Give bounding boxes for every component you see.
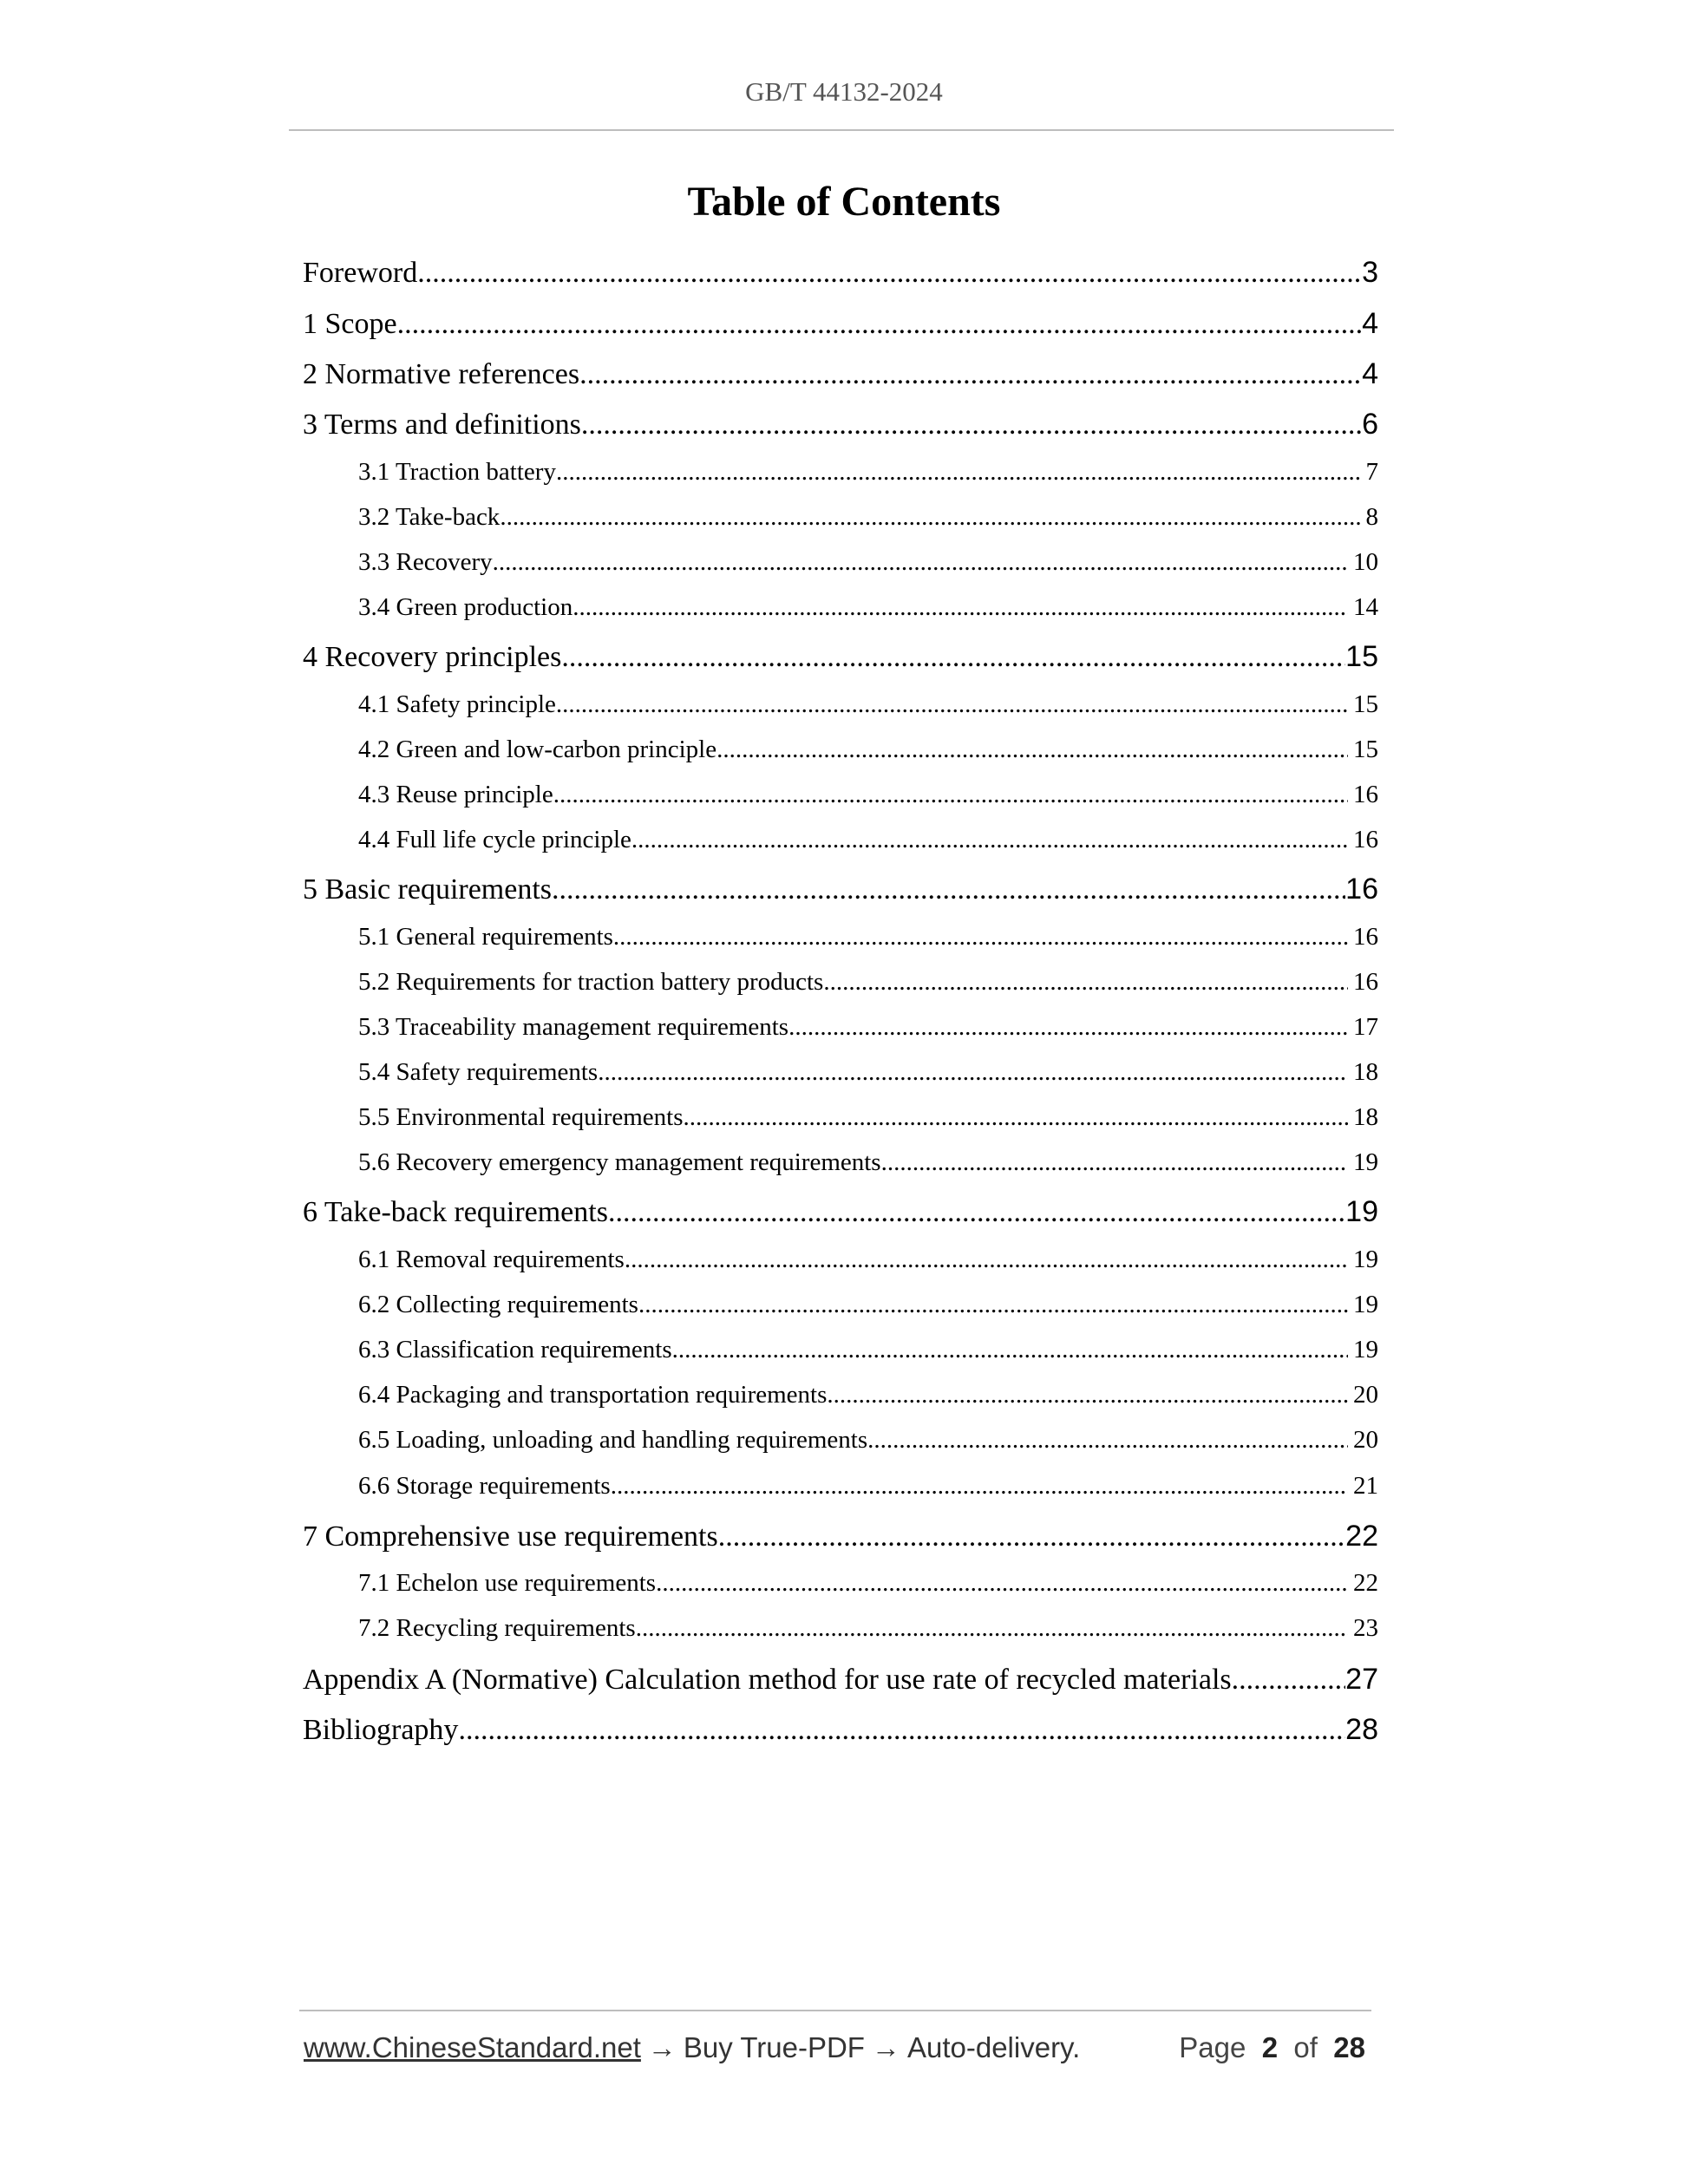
page-title: Table of Contents — [687, 179, 1001, 225]
toc-entry-label: 6.6 Storage requirements — [358, 1472, 611, 1500]
dot-leader — [493, 548, 1348, 577]
page-word: Page — [1179, 2031, 1246, 2063]
toc-entry-page: 6 — [1362, 408, 1378, 441]
dot-leader — [625, 1246, 1348, 1274]
toc-entry-page: 4 — [1362, 357, 1378, 390]
toc-entry-3-2[interactable] — [358, 503, 1378, 532]
toc-entry-page: 28 — [1345, 1713, 1378, 1746]
dot-leader — [613, 923, 1348, 951]
toc-entry-label: 4.3 Reuse principle — [358, 781, 553, 808]
dot-leader — [611, 1472, 1348, 1501]
buy-pdf-text: Buy True-PDF — [683, 2031, 865, 2063]
toc-entry-take-back-requirements[interactable] — [303, 1195, 1378, 1229]
toc-entry-3-1[interactable] — [358, 458, 1378, 487]
toc-entry-label: 5.4 Safety requirements — [358, 1058, 599, 1086]
toc-entry-page: 4 — [1362, 307, 1378, 340]
toc-entry-label: 7.2 Recycling requirements — [358, 1614, 636, 1642]
header-divider — [289, 129, 1394, 131]
toc-entry-label: 5.3 Traceability management requirements — [358, 1013, 789, 1041]
footer-promo — [304, 2031, 1080, 2064]
arrow-right-icon: → — [871, 2031, 900, 2063]
toc-entry-label: 5.2 Requirements for traction battery products — [358, 968, 824, 996]
toc-entry-page: 16 — [1345, 873, 1378, 906]
toc-entry-page: 16 — [1353, 826, 1378, 853]
toc-entry-comprehensive-use[interactable] — [303, 1520, 1378, 1553]
toc-entry-label: 5.5 Environmental requirements — [358, 1103, 684, 1131]
total-pages: 28 — [1333, 2031, 1365, 2063]
toc-entry-label: 6 Take-back requirements — [303, 1196, 608, 1228]
dot-leader — [553, 781, 1348, 809]
toc-entry-page: 18 — [1353, 1058, 1378, 1086]
toc-entry-label: 6.1 Removal requirements — [358, 1246, 625, 1273]
toc-entry-label: 3.1 Traction battery — [358, 458, 556, 486]
toc-entry-page: 14 — [1353, 593, 1378, 621]
toc-entry-page: 10 — [1353, 548, 1378, 576]
toc-entry-page: 16 — [1353, 968, 1378, 996]
toc-entry-label: 6.3 Classification requirements — [358, 1336, 672, 1363]
toc-entry-label: 6.4 Packaging and transportation requirements — [358, 1381, 828, 1409]
toc-entry-page: 16 — [1353, 781, 1378, 808]
toc-entry-label: 4.2 Green and low-carbon principle — [358, 736, 717, 763]
toc-entry-label: 1 Scope — [303, 308, 397, 340]
toc-entry-label: 7 Comprehensive use requirements — [303, 1520, 718, 1553]
dot-leader — [608, 1196, 1345, 1229]
toc-entry-6-2[interactable] — [358, 1291, 1378, 1319]
website-link[interactable]: www.ChineseStandard.net — [304, 2031, 641, 2063]
toc-entry-page: 23 — [1353, 1614, 1378, 1642]
auto-delivery-text: Auto-delivery. — [906, 2031, 1081, 2063]
toc-entry-label: 6.5 Loading, unloading and handling requirements — [358, 1426, 868, 1454]
toc-entry-6-5[interactable] — [358, 1426, 1378, 1455]
toc-entry-5-4[interactable] — [358, 1058, 1378, 1087]
toc-entry-label: 5.6 Recovery emergency management requirements — [358, 1148, 881, 1176]
toc-entry-page: 19 — [1353, 1336, 1378, 1363]
dot-leader — [500, 503, 1360, 532]
toc-entry-page: 22 — [1353, 1569, 1378, 1597]
dot-leader — [581, 409, 1362, 441]
toc-entry-label: 7.1 Echelon use requirements — [358, 1569, 657, 1597]
toc-entry-label: 4.4 Full life cycle principle — [358, 826, 631, 853]
dot-leader — [867, 1426, 1348, 1455]
toc-entry-page: 19 — [1353, 1246, 1378, 1273]
toc-entry-5-3[interactable] — [358, 1013, 1378, 1042]
toc-entry-label: Bibliography — [303, 1714, 459, 1746]
dot-leader — [552, 873, 1345, 906]
toc-entry-page: 19 — [1353, 1148, 1378, 1176]
toc-entry-label: 4.1 Safety principle — [358, 690, 556, 718]
dot-leader — [579, 358, 1362, 391]
toc-entry-label: Appendix A (Normative) Calculation method for use rate of recycled materials — [303, 1664, 1232, 1696]
toc-entry-label: 2 Normative references — [303, 358, 580, 390]
toc-entry-page: 16 — [1353, 923, 1378, 951]
toc-entry-4-3[interactable] — [358, 781, 1378, 809]
dot-leader — [683, 1103, 1348, 1132]
toc-entry-label: 3.3 Recovery — [358, 548, 493, 576]
toc-entry-label: 5 Basic requirements — [303, 873, 553, 906]
toc-entry-page: 15 — [1353, 736, 1378, 763]
toc-entry-page: 18 — [1353, 1103, 1378, 1131]
dot-leader — [556, 458, 1361, 487]
toc-entry-page: 15 — [1353, 690, 1378, 718]
toc-entry-label: 3 Terms and definitions — [303, 409, 581, 441]
toc-entry-label: 3.4 Green production — [358, 593, 573, 621]
dot-leader — [598, 1058, 1348, 1087]
toc-entry-3-3[interactable] — [358, 548, 1378, 577]
toc-entry-scope[interactable] — [303, 307, 1378, 341]
dot-leader — [636, 1614, 1348, 1643]
dot-leader — [1232, 1664, 1346, 1697]
toc-entry-recovery-principles[interactable] — [303, 640, 1378, 674]
dot-leader — [716, 736, 1348, 764]
dot-leader — [827, 1381, 1348, 1409]
toc-entry-label: Foreword — [303, 257, 418, 289]
toc-entry-basic-requirements[interactable] — [303, 873, 1378, 906]
dot-leader — [417, 257, 1362, 290]
dot-leader — [458, 1714, 1345, 1747]
toc-entry-page: 17 — [1353, 1013, 1378, 1041]
toc-entry-page: 20 — [1353, 1381, 1378, 1409]
toc-entry-6-4[interactable] — [358, 1381, 1378, 1409]
toc-entry-bibliography[interactable] — [303, 1713, 1378, 1747]
arrow-right-icon: → — [647, 2031, 677, 2063]
of-word: of — [1293, 2031, 1318, 2063]
toc-entry-page: 19 — [1353, 1291, 1378, 1318]
dot-leader — [718, 1520, 1345, 1553]
toc-entry-5-5[interactable] — [358, 1103, 1378, 1132]
dot-leader — [823, 968, 1348, 997]
toc-entry-label: 6.2 Collecting requirements — [358, 1291, 638, 1318]
toc-entry-page: 19 — [1345, 1195, 1378, 1228]
toc-entry-5-1[interactable] — [358, 923, 1378, 951]
toc-entry-page: 27 — [1345, 1663, 1378, 1696]
toc-entry-6-3[interactable] — [358, 1336, 1378, 1364]
dot-leader — [672, 1336, 1348, 1364]
dot-leader — [561, 641, 1345, 674]
page-footer — [304, 2031, 1371, 2070]
dot-leader — [572, 593, 1348, 622]
dot-leader — [397, 308, 1362, 341]
toc-entry-label: 5.1 General requirements — [358, 923, 613, 951]
toc-entry-4-1[interactable] — [358, 690, 1378, 719]
toc-entry-6-1[interactable] — [358, 1246, 1378, 1274]
toc-entry-page: 3 — [1362, 256, 1378, 289]
dot-leader — [631, 826, 1348, 854]
toc-entry-normative-references[interactable] — [303, 357, 1378, 391]
dot-leader — [638, 1291, 1348, 1319]
toc-entry-foreword[interactable] — [303, 256, 1378, 290]
dot-leader — [788, 1013, 1348, 1042]
toc-entry-page: 21 — [1353, 1472, 1378, 1500]
toc-entry-page: 7 — [1365, 458, 1378, 486]
toc-entry-6-6[interactable] — [358, 1472, 1378, 1501]
toc-entry-3-4[interactable] — [358, 593, 1378, 622]
toc-entry-7-1[interactable] — [358, 1569, 1378, 1598]
dot-leader — [556, 690, 1348, 719]
toc-entry-4-2[interactable] — [358, 736, 1378, 764]
toc-entry-appendix-a[interactable] — [303, 1663, 1378, 1697]
toc-entry-page: 8 — [1365, 503, 1378, 531]
dot-leader — [881, 1148, 1348, 1177]
toc-entry-7-2[interactable] — [358, 1614, 1378, 1643]
page-number — [1179, 2031, 1365, 2064]
current-page: 2 — [1261, 2031, 1279, 2063]
footer-divider — [299, 2010, 1371, 2011]
toc-entry-5-6[interactable] — [358, 1148, 1378, 1177]
toc-entry-page: 22 — [1345, 1520, 1378, 1553]
toc-entry-label: 4 Recovery principles — [303, 641, 562, 673]
document-code-header: GB/T 44132-2024 — [745, 76, 943, 107]
toc-entry-terms-definitions[interactable] — [303, 408, 1378, 441]
toc-entry-5-2[interactable] — [358, 968, 1378, 997]
toc-entry-4-4[interactable] — [358, 826, 1378, 854]
dot-leader — [656, 1569, 1348, 1598]
toc-entry-page: 15 — [1345, 640, 1378, 673]
toc-entry-label: 3.2 Take-back — [358, 503, 501, 531]
toc-entry-page: 20 — [1353, 1426, 1378, 1454]
